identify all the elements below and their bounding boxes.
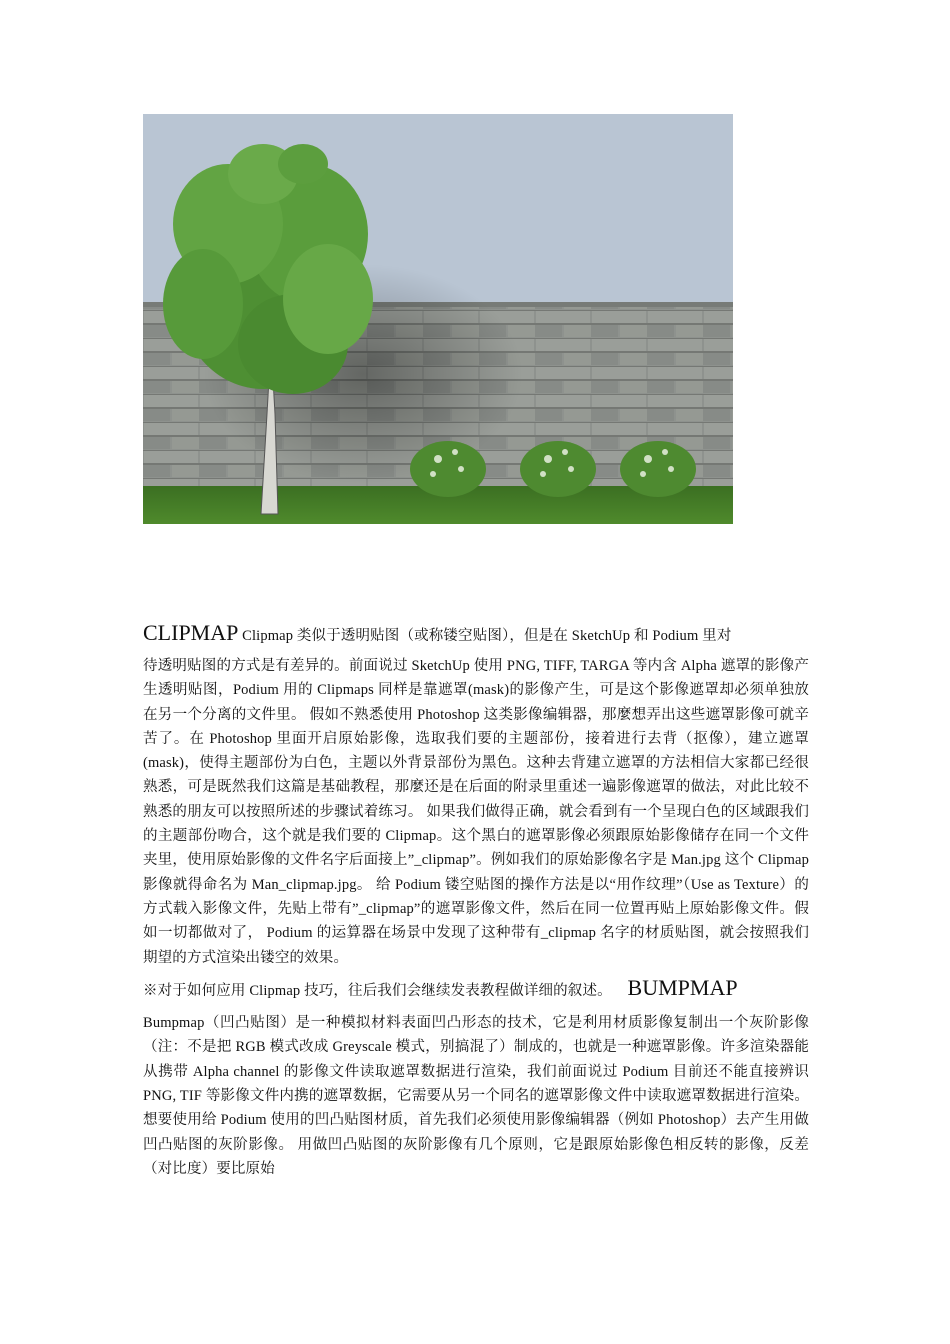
tree-and-brick-wall-image — [143, 114, 733, 524]
clipmap-body-text: 待透明贴图的方式是有差异的。前面说过 SketchUp 使用 PNG, TIFF, TARGA 等内含 Alpha 遮罩的影像产生透明贴图，Podium 用的 Clipmaps 同样是靠遮罩(mask)的影像产生，可是这个影像遮罩却必须单独放在另一个分离的文件里。 假如不熟悉使用 Photoshop 这类影像编辑器，那麼想弄出这些遮罩影像可就辛苦了。在 Photoshop 里面开启原始影像，选取我们要的主题部份，接着进行去背（抠像），建立遮罩(mask)，使得主题部份为白色，主题以外背景部份为黑色。这种去背建立遮罩的方法相信大家都已经很熟悉，可是既然我们这篇是基础教程，那麼还是在后面的附录里重述一遍影像遮罩的做法，对此比较不熟悉的朋友可以按照所述的步骤试着练习。 如果我们做得正确，就会看到有一个呈现白色的区域跟我们的主题部份吻合，这个就是我们要的 Clipmap。这个黑白的遮罩影像必须跟原始影像储存在同一个文件夹里，使用原始影像的文件名字后面接上”_clipmap”。例如我们的原始影像名字是 Man.jpg 这个 Clipmap 影像就得命名为 Man_clipmap.jpg。 给 Podium 镂空贴图的操作方法是以“用作纹理”（Use as Texture）的方式载入影像文件，先贴上带有”_clipmap”的遮罩影像文件，然后在同一位置再贴上原始影像文件。假如一切都做对了， Podium 的运算器在场景中发现了这种带有_clipmap 名字的材质贴图，就会按照我们期望的方式渲染出镂空的效果。 — [143, 658, 809, 966]
section-clipmap — [143, 615, 809, 1181]
bumpmap-body-text: Bumpmap（凹凸贴图）是一种模拟材料表面凹凸形态的技术，它是利用材质影像复制出一个灰阶影像（注：不是把 RGB 模式改成 Greyscale 模式，别搞混了）制成的，也就是一种遮罩影像。许多渲染器能从携带 Alpha channel 的影像文件读取遮罩数据进行渲染，我们前面说过 Podium 目前还不能直接辨识 PNG, TIF 等影像文件内携的遮罩数据，它需要从另一个同名的遮罩影像文件中读取遮罩数据进行渲染。想要使用给 Podium 使用的凹凸贴图材质，首先我们必须使用影像编辑器（例如 Photoshop）去产生用做凹凸贴图的灰阶影像。 用做凹凸贴图的灰阶影像有几个原则，它是跟原始影像色相反转的影像，反差（对比度）要比原始 — [143, 1015, 809, 1177]
tree-foliage — [163, 144, 373, 394]
clipmap-first-line — [143, 615, 809, 654]
clipmap-note-line — [143, 976, 809, 1003]
bush — [410, 441, 696, 497]
clipmap-lead-text: Clipmap 类似于透明贴图（或称镂空贴图），但是在 SketchUp 和 Podium 里对 — [242, 628, 732, 644]
clipmap-note-text: ※对于如何应用 Clipmap 技巧，往后我们会继续发表教程做详细的叙述。 — [143, 982, 612, 999]
heading-clipmap: CLIPMAP — [143, 620, 239, 645]
render-illustration — [143, 114, 733, 524]
heading-bumpmap: BUMPMAP — [627, 974, 738, 1000]
